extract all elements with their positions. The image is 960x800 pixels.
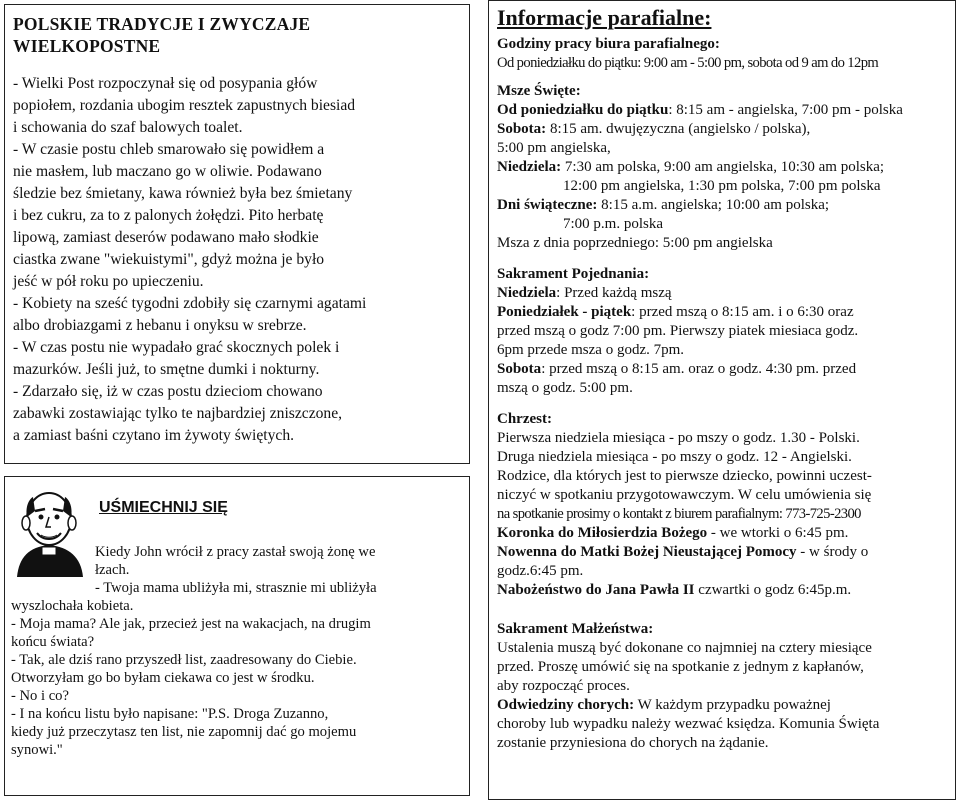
text-line: Druga niedziela miesiąca - po mszy o godz. 12 - Angielski. [497,449,852,465]
novena-text: - w środy o [796,544,869,560]
text-line: Otworzyłam go bo byłam ciekawa co jest w środku. [11,670,315,686]
text-line: wyszlochała kobieta. [11,598,134,614]
text-line: Pierwsza niedziela miesiąca - po mszy o godz. 1.30 - Polski. [497,430,860,446]
parish-info-title: Informacje parafialne: [497,5,712,30]
priest-cartoon-icon [11,487,87,577]
text-line: przed. Proszę umówić się na spotkanie z jednym z kapłanów, [497,659,864,675]
mass-holy-days [497,196,947,215]
traditions-article [4,4,470,464]
baptism-lines [497,429,947,505]
text-line: kiedy już przeczytasz ten list, nie zapomnij dać go mojemu [11,724,357,740]
text-line: popiołem, rozdania ubogim resztek zapustnych biesiad [13,97,356,114]
text-line: - Kobiety na sześć tygodni zdobiły się czarnymi agatami [13,295,367,312]
holy-days-label: Dni świąteczne: [497,197,598,213]
mass-weekday [497,101,947,120]
mass-sunday-2: 12:00 pm angielska, 1:30 pm polska, 7:00 pm polska [563,178,881,194]
sick-visits-label: Odwiedziny chorych: [497,697,635,713]
john-paul-devotion [497,581,947,600]
holy-days-text: 8:15 a.m. angielska; 10:00 am polska; [597,197,830,213]
text-line: - W czas postu nie wypadało grać skocznych polek i [13,339,340,356]
confession-saturday-label: Sobota [497,361,542,377]
confession-weekday [497,303,947,322]
mass-holy-days-2: 7:00 p.m. polska [563,216,663,232]
confession-weekday-2: przed mszą o godz 7:00 pm. Pierwszy piatek miesiaca godz. [497,323,859,339]
joke-title: UŚMIECHNIJ SIĘ [99,499,228,516]
text-line: albo drobiazgami z hebanu i onyksu w srebrze. [13,317,307,334]
confession-heading [497,265,947,284]
joke-box [4,476,470,796]
divine-mercy [497,524,947,543]
john-paul-text: czwartki o godz 6:45p.m. [694,582,852,598]
text-line: końcu świata? [11,634,95,650]
confession-saturday-text: : przed mszą o 8:15 am. oraz o godz. 4:30 pm. przed [541,361,857,377]
mass-saturday-label: Sobota: [497,121,547,137]
sick-visits-text: W każdym przypadku poważnej [634,697,831,713]
text-line: i schowania do szaf balowych toalet. [13,119,243,136]
text-line: Ustalenia muszą być dokonane co najmniej na cztery miesiące [497,640,872,656]
confession-saturday-2: mszą o godz. 5:00 pm. [497,380,633,396]
baptism-contact: na spotkanie prosimy o kontakt z biurem parafialnym: 773-725-2300 [497,506,861,522]
sick-visits-2: choroby lub wypadku należy wezwać księdza. Komunia Święta [497,716,880,732]
text-line: - No i co? [11,688,69,704]
mass-saturday [497,120,947,139]
marriage-heading [497,620,947,639]
confession-weekday-3: 6pm przede msza o godz. 7pm. [497,342,685,358]
office-hours-heading: Godziny pracy biura parafialnego: [497,36,720,52]
text-line: śledzie bez śmietany, kawa również była bez śmietany [13,185,353,202]
mass-weekday-text: : 8:15 am - angielska, 7:00 pm - polska [668,102,903,118]
text-line: ciastka zwane "wiekuistymi", gdyż można je było [13,251,325,268]
mass-sunday [497,158,947,177]
mass-saturday-2: 5:00 pm angielska, [497,140,611,156]
vigil-mass: Msza z dnia poprzedniego: 5:00 pm angielska [497,235,773,251]
confession-weekday-label: Poniedziałek - piątek [497,304,632,320]
text-line: nie masłem, lub maczano go w oliwie. Podawano [13,163,322,180]
text-line: - Tak, ale dziś rano przyszedł list, zaadresowany do Ciebie. [11,652,357,668]
novena-2: godz.6:45 pm. [497,563,584,579]
sick-visits [497,696,947,715]
text-line: jeść w pół roku po upieczeniu. [13,273,204,290]
confession-label: Sakrament Pojednania: [497,266,650,282]
article-title-line-1: POLSKIE TRADYCJE I ZWYCZAJE [13,14,311,34]
text-line: - W czasie postu chleb smarowało się powidłem a [13,141,325,158]
confession-weekday-text: : przed mszą o 8:15 am. i o 6:30 oraz [631,304,854,320]
text-line: - Moja mama? Ale jak, przecież jest na wakacjach, na drugim [11,616,371,632]
baptism-label: Chrzest: [497,411,552,427]
baptism-heading [497,410,947,429]
joke-body [11,579,463,759]
john-paul-label: Nabożeństwo do Jana Pawła II [497,582,695,598]
text-line: synowi." [11,742,63,758]
confession-sunday-text: : Przed każdą mszą [556,285,672,301]
article-body [13,73,461,447]
office-hours-text: Od poniedziałku do piątku: 9:00 am - 5:00 pm, sobota od 9 am do 12pm [497,55,879,71]
sick-visits-3: zostanie przyniesiona do chorych na żądanie. [497,735,769,751]
confession-saturday [497,360,947,379]
marriage-label: Sakrament Małżeństwa: [497,621,654,637]
text-line: niczyć w spotkaniu przygotowawczym. W celu umówienia się [497,487,872,503]
text-line: aby rozpocząć proces. [497,678,630,694]
office-hours-label [497,35,947,54]
text-line: lipową, zamiast deserów podawano mało słodkie [13,229,319,246]
mass-weekday-label: Od poniedziałku do piątku [497,102,669,118]
divine-mercy-label: Koronka do Miłosierdzia Bożego [497,525,708,541]
marriage-lines [497,639,947,696]
text-line: i bez cukru, za to z palonych żołędzi. Pito herbatę [13,207,324,224]
text-line: Kiedy John wrócił z pracy zastał swoją żonę we [95,544,376,560]
text-line: - Wielki Post rozpoczynał się od posypania głów [13,75,318,92]
confession-sunday-label: Niedziela [497,285,557,301]
text-line: - I na końcu listu było napisane: "P.S. Droga Zuzanno, [11,706,329,722]
text-line: - Zdarzało się, iż w czas postu dzieciom chowano [13,383,323,400]
novena-label: Nowenna do Matki Bożej Nieustającej Pomocy [497,544,797,560]
confession-sunday [497,284,947,303]
text-line: mazurków. Jeśli już, to smętne dumki i nokturny. [13,361,320,378]
text-line: zabawki zostawiając tylko te najbardziej zniszczone, [13,405,343,422]
divine-mercy-text: - we wtorki o 6:45 pm. [707,525,849,541]
mass-saturday-text: 8:15 am. dwujęzyczna (angielsko / polska), [546,121,811,137]
text-line: Rodzice, dla których jest to pierwsze dziecko, powinni uczest- [497,468,872,484]
mass-label: Msze Święte: [497,83,581,99]
mass-heading [497,82,947,101]
parish-info-box [488,0,956,800]
text-line: łzach. [95,562,130,578]
novena [497,543,947,562]
article-title-line-2: WIELKOPOSTNE [13,36,161,56]
text-line: a zamiast baśni czytano im żywoty świętych. [13,427,295,444]
text-line: - Twoja mama ubliżyła mi, strasznie mi ubliżyła [95,580,377,596]
mass-sunday-text: 7:30 am polska, 9:00 am angielska, 10:30 am polska; [561,159,885,175]
mass-sunday-label: Niedziela: [497,159,562,175]
article-title [13,13,461,57]
